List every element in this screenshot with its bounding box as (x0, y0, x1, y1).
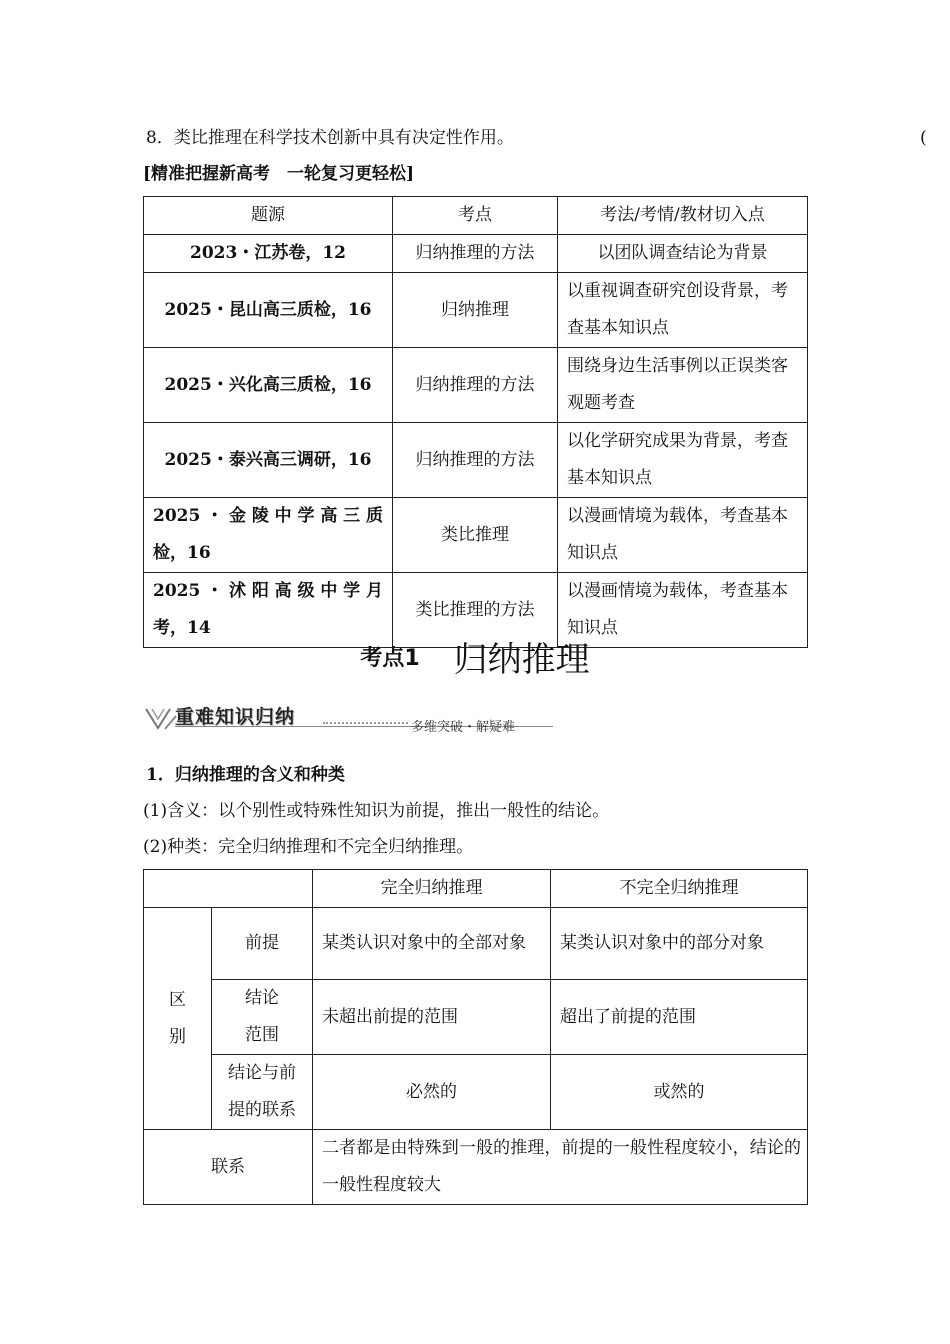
row-incomplete: 某类认识对象中的部分对象 (551, 908, 808, 980)
header-method: 考法/考情/教材切入点 (558, 197, 808, 235)
row-point: 归纳推理的方法 (393, 348, 558, 423)
link-text: 二者都是由特殊到一般的推理，前提的一般性程度较小，结论的一般性程度较大 (313, 1130, 808, 1205)
kaodian-label: 考点1 (360, 646, 420, 671)
compare-header-complete: 完全归纳推理 (313, 870, 551, 908)
row-label: 前提 (212, 908, 313, 980)
row-source: 2025・兴化高三质检，16 (144, 348, 393, 423)
difference-label-line1: 区 (169, 989, 186, 1010)
row-method: 以漫画情境为载体，考查基本知识点 (558, 498, 808, 573)
row-incomplete: 或然的 (551, 1055, 808, 1130)
kaodian-title (0, 632, 950, 681)
banner-triangle-icon (143, 704, 177, 734)
source-table (143, 196, 808, 648)
section-1-meaning: (1)含义：以个别性或特殊性知识为前提，推出一般性的结论。 (143, 801, 610, 821)
kaodian-name: 归纳推理 (453, 640, 590, 680)
row-source: 2025・泰兴高三调研，16 (144, 423, 393, 498)
row-label (212, 1055, 313, 1130)
compare-table (143, 869, 808, 1205)
compare-header-blank (144, 870, 313, 908)
table-row (144, 235, 808, 273)
item-8-answer-paren: ( (920, 128, 927, 148)
table-row (144, 908, 808, 980)
table-row (144, 1130, 808, 1205)
row-label-line2: 范围 (245, 1025, 279, 1045)
header-source: 题源 (144, 197, 393, 235)
row-label (212, 980, 313, 1055)
row-incomplete: 超出了前提的范围 (551, 980, 808, 1055)
section-bracket-heading: [精准把握新高考 一轮复习更轻松] (143, 164, 415, 184)
banner-dotted-leader (323, 722, 408, 724)
table-row (144, 498, 808, 573)
row-label-line2: 提的联系 (228, 1100, 296, 1120)
row-source-line1: 2025・金陵中学高三质 (153, 506, 383, 526)
item-8-text: 8．类比推理在科学技术创新中具有决定性作用。 (146, 128, 514, 148)
section-1-types: (2)种类：完全归纳推理和不完全归纳推理。 (143, 837, 474, 857)
section-banner (143, 700, 543, 740)
table-row (144, 348, 808, 423)
table-row (144, 1055, 808, 1130)
row-source: 2023・江苏卷，12 (144, 235, 393, 273)
row-source-line2: 检，16 (153, 543, 211, 563)
row-source-line2: 考，14 (153, 618, 211, 638)
row-complete: 必然的 (313, 1055, 551, 1130)
row-point: 类比推理 (393, 498, 558, 573)
difference-label-line2: 别 (169, 1026, 186, 1047)
difference-group-label (144, 908, 212, 1130)
row-method: 以化学研究成果为背景，考查基本知识点 (558, 423, 808, 498)
row-method: 以重视调查研究创设背景，考查基本知识点 (558, 273, 808, 348)
row-source-line1: 2025・沭阳高级中学月 (153, 581, 383, 601)
compare-header-incomplete: 不完全归纳推理 (551, 870, 808, 908)
row-label-line1: 结论 (245, 988, 279, 1008)
row-source: 2025・昆山高三质检，16 (144, 273, 393, 348)
row-complete: 未超出前提的范围 (313, 980, 551, 1055)
row-complete: 某类认识对象中的全部对象 (313, 908, 551, 980)
source-table-header-row (144, 197, 808, 235)
banner-title: 重难知识归纳 (175, 706, 296, 728)
row-label-line1: 结论与前 (228, 1063, 296, 1083)
compare-header-row (144, 870, 808, 908)
table-row (144, 980, 808, 1055)
row-method: 以漫画情境为载体，考查基本知识点 (558, 573, 808, 648)
row-point: 归纳推理的方法 (393, 235, 558, 273)
row-method: 围绕身边生活事例以正误类客观题考查 (558, 348, 808, 423)
row-source (144, 498, 393, 573)
row-point: 归纳推理 (393, 273, 558, 348)
section-1-heading: 1．归纳推理的含义和种类 (146, 765, 345, 785)
table-row (144, 273, 808, 348)
table-row (144, 423, 808, 498)
row-point: 归纳推理的方法 (393, 423, 558, 498)
link-label: 联系 (144, 1130, 313, 1205)
row-point: 类比推理的方法 (393, 573, 558, 648)
banner-subtitle: 多维突破・解疑难 (411, 720, 516, 735)
header-point: 考点 (393, 197, 558, 235)
row-method: 以团队调查结论为背景 (558, 235, 808, 273)
